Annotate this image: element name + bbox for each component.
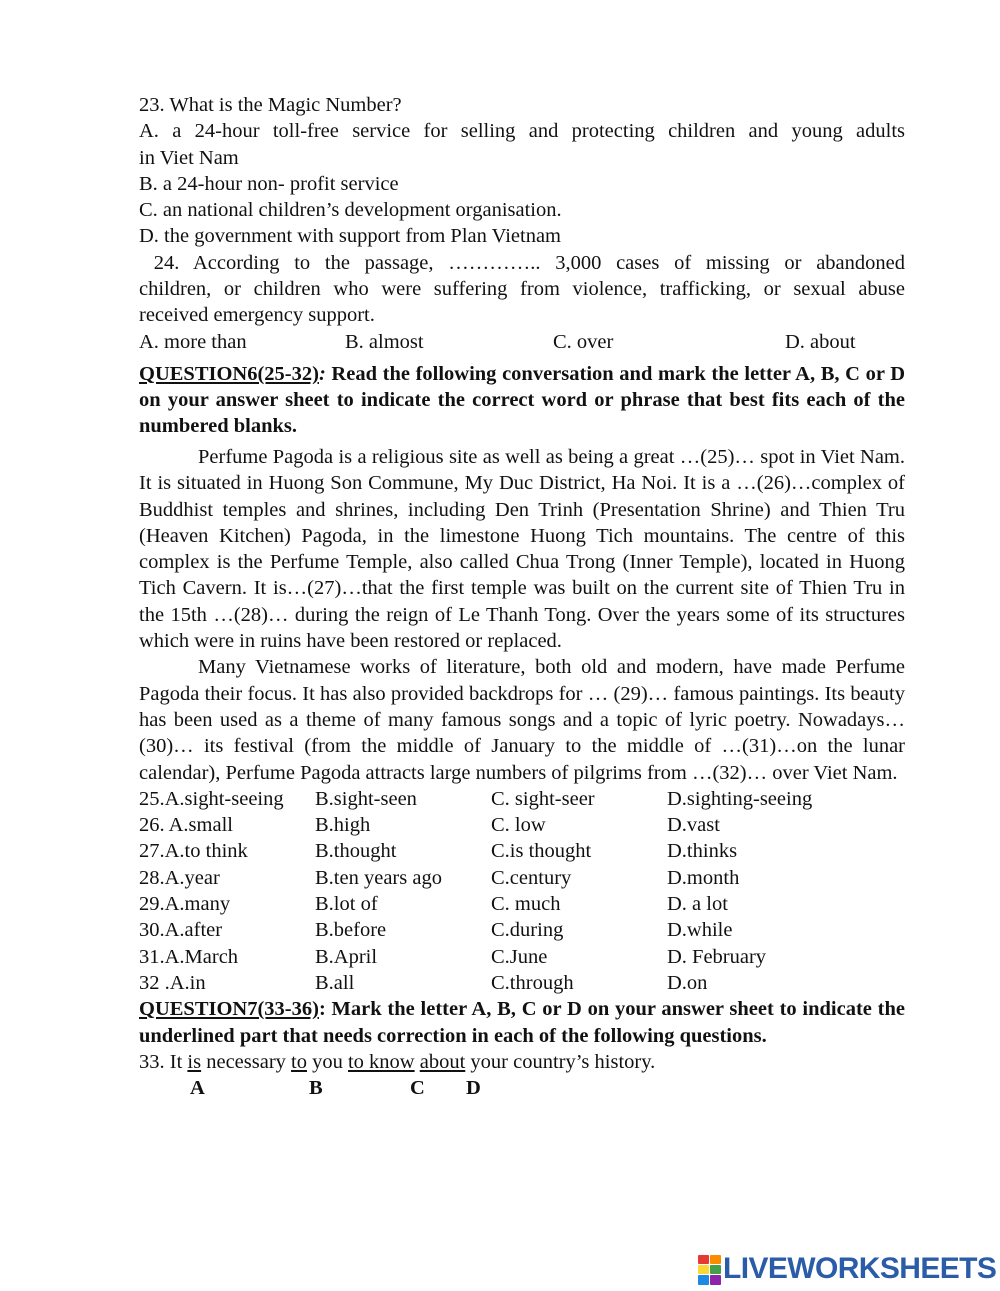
q24-option-d: D. about <box>785 330 856 353</box>
liveworksheets-logo-icon <box>698 1255 720 1283</box>
q33-sep2: you <box>306 1050 348 1073</box>
q31-option-c: C.June <box>491 945 548 968</box>
q32-option-a: 32 .A.in <box>139 971 206 994</box>
q23-option-b: B. a 24-hour non- profit service <box>139 172 399 195</box>
q33-letter-d: D <box>466 1077 481 1100</box>
q28-option-d: D.month <box>667 866 740 889</box>
q24-option-a: A. more than <box>139 330 247 353</box>
q25-option-a: 25.A.sight-seeing <box>139 787 284 810</box>
question6-colon: : <box>318 362 326 385</box>
q25-option-c: C. sight-seer <box>491 787 595 810</box>
q27-option-a: 27.A.to think <box>139 840 248 863</box>
q33-letters <box>139 1075 905 1101</box>
q33-suffix: your country’s history. <box>465 1050 656 1073</box>
q28-option-a: 28.A.year <box>139 866 220 889</box>
question7-instruction: : Mark the letter A, B, C or D on your answer sheet to indicate the underlined part that needs correction in each of the following questions. <box>139 998 905 1047</box>
q27-option-d: D.thinks <box>667 840 738 863</box>
q32-option-b: B.all <box>315 971 355 994</box>
q26-option-d: D.vast <box>667 814 720 837</box>
q33-prefix: 33. It <box>139 1050 188 1073</box>
q24-stem-line1: 24. According to the passage, ………….. 3,000 cases of missing or abandoned <box>139 251 905 274</box>
q23-option-a-line1: A. a 24-hour toll-free service for selling and protecting children and young adults <box>139 120 905 143</box>
q31-option-a: 31.A.March <box>139 945 239 968</box>
answer-choices-grid <box>139 786 905 996</box>
question6-heading <box>139 361 905 439</box>
q33-letter-b: B <box>309 1077 323 1100</box>
q24-stem-line2: children, or children who were suffering from violence, trafficking, or sexual abuse <box>139 278 905 301</box>
q24-options <box>139 329 905 355</box>
q33-sentence <box>139 1049 905 1075</box>
q23-stem: 23. What is the Magic Number? <box>139 94 402 116</box>
q30-option-d: D.while <box>667 919 733 942</box>
question7-label: QUESTION7(33-36) <box>139 998 319 1021</box>
question6-label: QUESTION6(25-32) <box>139 362 319 385</box>
q24-option-c: C. over <box>553 330 614 353</box>
q26-option-c: C. low <box>491 814 546 837</box>
q29-option-d: D. a lot <box>667 893 728 916</box>
q32-option-d: D.on <box>667 971 708 994</box>
q30-option-b: B.before <box>315 919 387 942</box>
question6-instruction: Read the following conversation and mark the letter A, B, C or D on your answer sheet to indicate the correct word or phrase that best fits each of the numbered blanks. <box>139 362 905 437</box>
q28-option-b: B.ten years ago <box>315 866 442 889</box>
q33-letter-c: C <box>410 1077 425 1100</box>
passage-paragraph-1: Perfume Pagoda is a religious site as well as being a great …(25)… spot in Viet Nam. It is situated in Huong Son Commune, My Duc District, Ha Noi. It is a …(26)…complex of Buddhist temples and shrines, including Den Trinh (Presentation Shrine) and Thien Tru (Heaven Kitchen) Pagoda, in the limestone Huong Tich mountains. The centre of this complex is the Perfume Temple, also called Chua Trong (Inner Temple), located in Huong Tich Cavern. It is…(27)…that the first temple was built on the current site of Thien Tru in the 15th …(28)… during the reign of Le Thanh Tong. Over the years some of its structures which were in ruins have been restored or replaced. <box>139 445 905 653</box>
q30-option-c: C.during <box>491 919 564 942</box>
q25-option-d: D.sighting-seeing <box>667 787 813 810</box>
q33-sep1: necessary <box>201 1050 292 1073</box>
q29-option-a: 29.A.many <box>139 893 231 916</box>
q33-part-c: to know <box>347 1050 415 1073</box>
q33-part-b: to <box>291 1050 307 1073</box>
q26-option-a: 26. A.small <box>139 814 233 837</box>
liveworksheets-logo-text: LIVEWORKSHEETS <box>723 1252 997 1285</box>
q33-part-a: is <box>187 1050 202 1073</box>
worksheet-page <box>139 92 905 1101</box>
q33-letter-a: A <box>190 1077 205 1100</box>
q29-option-c: C. much <box>491 893 561 916</box>
liveworksheets-logo <box>698 1254 996 1284</box>
q28-option-c: C.century <box>491 866 572 889</box>
q32-option-c: C.through <box>491 971 574 994</box>
q31-option-d: D. February <box>667 945 767 968</box>
q23-option-a-line2: in Viet Nam <box>139 146 239 169</box>
q23-option-c: C. an national children’s development organisation. <box>139 199 562 222</box>
q24-stem-line3: received emergency support. <box>139 304 375 327</box>
q30-option-a: 30.A.after <box>139 919 223 942</box>
q27-option-b: B.thought <box>315 840 397 863</box>
q24-option-b: B. almost <box>345 330 424 353</box>
q26-option-b: B.high <box>315 814 371 837</box>
q25-option-b: B.sight-seen <box>315 787 417 810</box>
q33-part-d: about <box>419 1050 466 1073</box>
q31-option-b: B.April <box>315 945 378 968</box>
q27-option-c: C.is thought <box>491 840 592 863</box>
passage-paragraph-2: Many Vietnamese works of literature, both old and modern, have made Perfume Pagoda their focus. It has also provided backdrops for … (29)… famous paintings. Its beauty has been used as a theme of many famous songs and a topic of lyric poetry. Nowadays… (30)… its festival (from the middle of January to the middle of …(31)…on the lunar calendar), Perfume Pagoda attracts large numbers of pilgrims from …(32)… over Viet Nam. <box>139 656 905 784</box>
q29-option-b: B.lot of <box>315 893 378 916</box>
question7-heading <box>139 996 905 1049</box>
q23-option-d: D. the government with support from Plan Vietnam <box>139 225 561 248</box>
